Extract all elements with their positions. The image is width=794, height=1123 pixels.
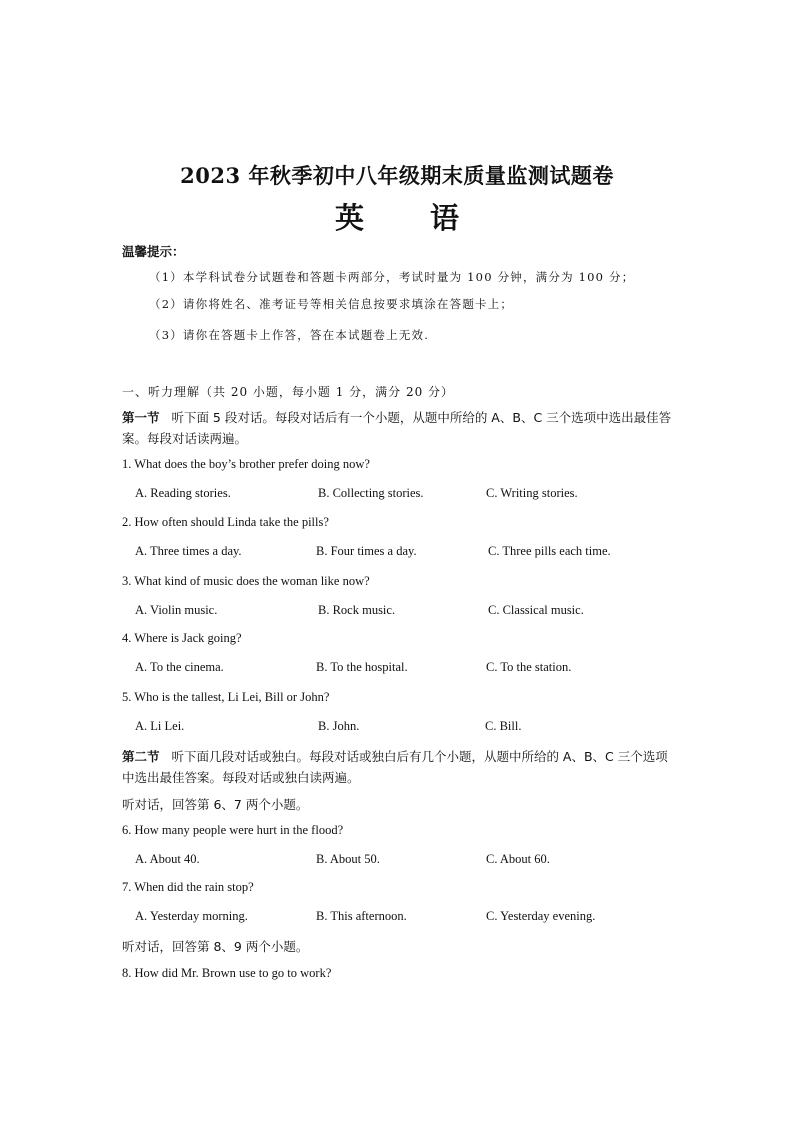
q6-option-c: C. About 60. bbox=[486, 852, 550, 866]
q3-option-b: B. Rock music. bbox=[318, 603, 396, 617]
tip-3: （3）请你在答题卡上作答，答在本试题卷上无效. bbox=[149, 328, 430, 342]
question-6: 6. How many people were hurt in the flood? bbox=[122, 823, 344, 837]
question-8: 8. How did Mr. Brown use to go to work? bbox=[122, 966, 332, 980]
q7-option-c: C. Yesterday evening. bbox=[486, 909, 596, 923]
note-questions-6-7: 听对话，回答第 6、7 两个小题。 bbox=[122, 797, 309, 812]
q1-option-c: C. Writing stories. bbox=[486, 486, 578, 500]
tip-1: （1）本学科试卷分试题卷和答题卡两部分，考试时量为 100 分钟，满分为 100 分； bbox=[149, 270, 635, 284]
question-4: 4. Where is Jack going? bbox=[122, 631, 242, 645]
q2-option-b: B. Four times a day. bbox=[316, 544, 417, 558]
q1-option-b: B. Collecting stories. bbox=[318, 486, 424, 500]
q3-option-a: A. Violin music. bbox=[135, 603, 218, 617]
question-5: 5. Who is the tallest, Li Lei, Bill or John? bbox=[122, 690, 330, 704]
q5-option-c: C. Bill. bbox=[485, 719, 522, 733]
q7-option-a: A. Yesterday morning. bbox=[135, 909, 248, 923]
q4-option-b: B. To the hospital. bbox=[316, 660, 408, 674]
section-1-label: 第一节 bbox=[122, 410, 160, 425]
exam-title: 2023 年秋季初中八年级期末质量监测试题卷 bbox=[180, 163, 614, 188]
q2-option-c: C. Three pills each time. bbox=[488, 544, 611, 558]
part-heading: 一、听力理解（共 20 小题，每小题 1 分，满分 20 分） bbox=[122, 385, 455, 399]
q3-option-c: C. Classical music. bbox=[488, 603, 584, 617]
tip-2: （2）请你将姓名、准考证号等相关信息按要求填涂在答题卡上； bbox=[149, 297, 514, 311]
question-1: 1. What does the boy’s brother prefer doing now? bbox=[122, 457, 370, 471]
q5-option-b: B. John. bbox=[318, 719, 360, 733]
note-questions-8-9: 听对话，回答第 8、9 两个小题。 bbox=[122, 939, 309, 954]
tips-heading: 温馨提示： bbox=[122, 244, 185, 259]
q6-option-a: A. About 40. bbox=[135, 852, 200, 866]
q6-option-b: B. About 50. bbox=[316, 852, 380, 866]
section-2-text: 听下面几段对话或独白。每段对话或独白后有几个小题，从题中所给的 A、B、C 三个选项中选出最佳答案。每段对话或独白读两遍。 bbox=[122, 749, 668, 785]
section-1-text: 听下面 5 段对话。每段对话后有一个小题，从题中所给的 A、B、C 三个选项中选出最佳答案。每段对话读两遍。 bbox=[122, 410, 672, 446]
question-3: 3. What kind of music does the woman like now? bbox=[122, 574, 370, 588]
q4-option-a: A. To the cinema. bbox=[135, 660, 224, 674]
section-1-instruction bbox=[122, 407, 677, 449]
q5-option-a: A. Li Lei. bbox=[135, 719, 185, 733]
question-7: 7. When did the rain stop? bbox=[122, 880, 254, 894]
subject-heading: 英 语 bbox=[334, 201, 488, 235]
question-2: 2. How often should Linda take the pills? bbox=[122, 515, 329, 529]
q1-option-a: A. Reading stories. bbox=[135, 486, 231, 500]
section-2-instruction bbox=[122, 746, 677, 788]
q7-option-b: B. This afternoon. bbox=[316, 909, 407, 923]
section-2-label: 第二节 bbox=[122, 749, 160, 764]
q4-option-c: C. To the station. bbox=[486, 660, 572, 674]
q2-option-a: A. Three times a day. bbox=[135, 544, 242, 558]
